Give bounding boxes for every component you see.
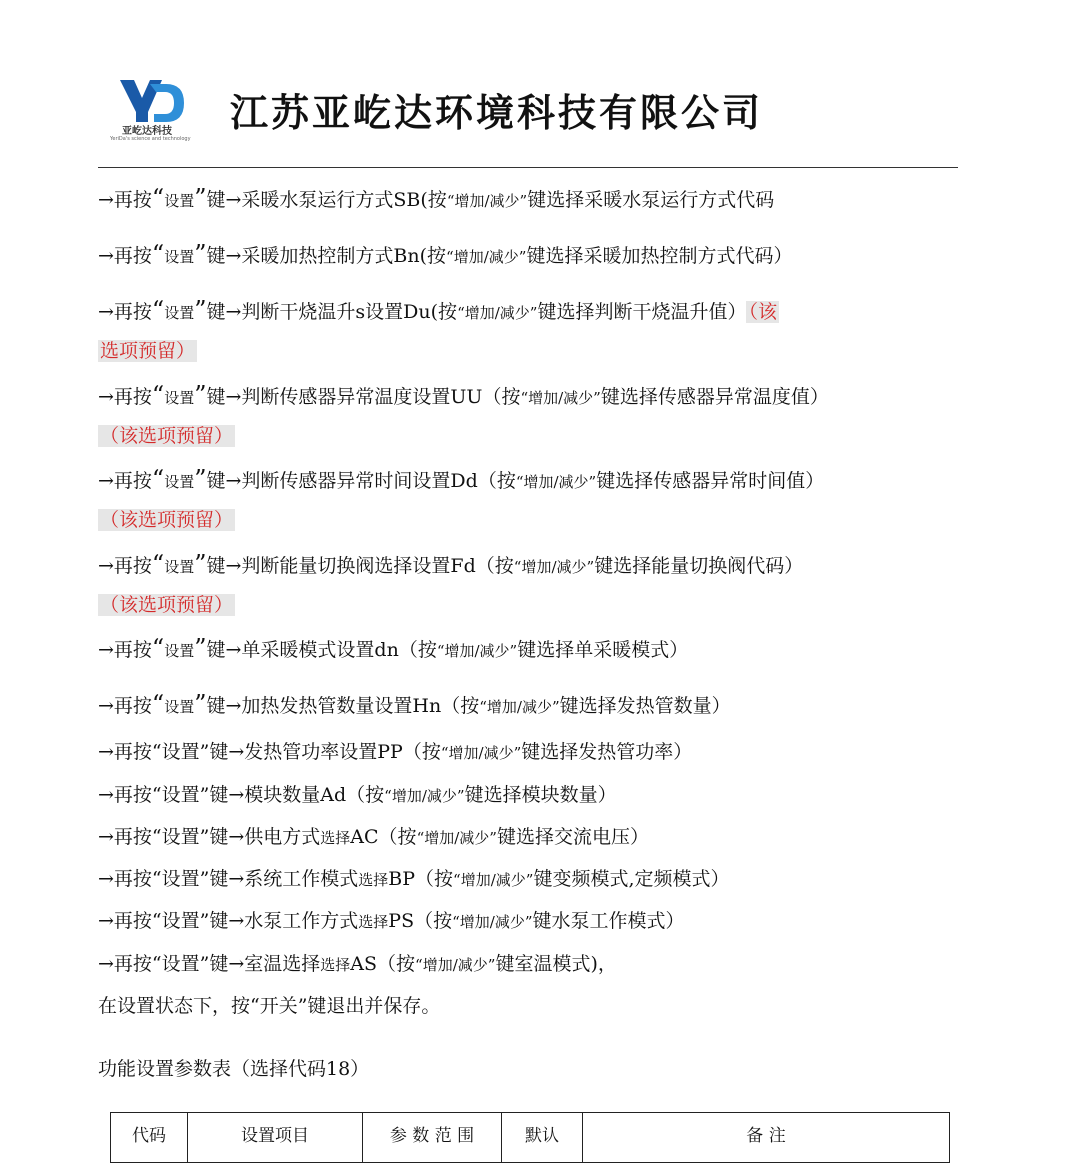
table-title: 功能设置参数表（选择代码18）	[98, 1058, 370, 1080]
instruction-line: →再按“设置”键→供电方式选择AC（按“增加/减少”键选择交流电压）	[98, 826, 649, 848]
reserved-note: （该选项预留）	[100, 509, 234, 531]
instruction-line: →再按“设置”键→单采暖模式设置dn（按“增加/减少”键选择单采暖模式）	[98, 634, 689, 662]
instruction-line: →再按“设置”键→判断传感器异常温度设置UU（按“增加/减少”键选择传感器异常温度值）	[98, 381, 829, 409]
header-divider	[98, 167, 958, 168]
instruction-line: →再按“设置”键→采暖加热控制方式Bn(按“增加/减少”键选择采暖加热控制方式代码）	[98, 240, 793, 268]
table-header-row	[111, 1113, 950, 1163]
instruction-line: →再按“设置”键→水泵工作方式选择PS（按“增加/减少”键水泵工作模式）	[98, 910, 685, 932]
instruction-line: →再按“设置”键→系统工作模式选择BP（按“增加/减少”键变频模式,定频模式）	[98, 868, 730, 890]
instruction-line: →再按“设置”键→判断干烧温升s设置Du(按“增加/减少”键选择判断干烧温升值） （该	[98, 296, 777, 324]
logo-text-en: YeriDa's science and technology	[110, 136, 191, 142]
letterhead	[0, 0, 1075, 170]
instruction-line: →再按“设置”键→判断传感器异常时间设置Dd（按“增加/减少”键选择传感器异常时间值）	[98, 465, 825, 493]
logo-text-cn: 亚屹达科技	[122, 126, 172, 137]
col-header-code: 代码	[111, 1113, 188, 1163]
instruction-line: →再按“设置”键→采暖水泵运行方式SB(按“增加/减少”键选择采暖水泵运行方式代码	[98, 184, 775, 212]
reserved-note: （该选项预留）	[100, 425, 234, 447]
reserved-note: （该选项预留）	[100, 594, 234, 616]
col-header-remark: 备 注	[583, 1113, 950, 1163]
instruction-line-cont	[98, 592, 235, 618]
instruction-line-cont	[98, 423, 235, 449]
reserved-note: 选项预留）	[100, 340, 196, 362]
col-header-item: 设置项目	[188, 1113, 363, 1163]
col-header-range: 参 数 范 围	[363, 1113, 502, 1163]
instruction-line: →再按“设置”键→模块数量Ad（按“增加/减少”键选择模块数量）	[98, 784, 617, 806]
instruction-line-cont	[98, 338, 197, 364]
instruction-line-cont	[98, 507, 235, 533]
reserved-note: （该	[748, 301, 777, 323]
instruction-line: →再按“设置”键→室温选择选择AS（按“增加/减少”键室温模式)，	[98, 953, 617, 975]
closing-line: 在设置状态下，按“开关”键退出并保存。	[98, 995, 441, 1017]
parameter-table	[110, 1112, 950, 1163]
instruction-line: →再按“设置”键→发热管功率设置PP（按“增加/减少”键选择发热管功率）	[98, 741, 693, 763]
instruction-line: →再按“设置”键→判断能量切换阀选择设置Fd（按“增加/减少”键选择能量切换阀代码）	[98, 550, 804, 578]
company-name: 江苏亚屹达环境科技有限公司	[230, 91, 764, 135]
col-header-default: 默认	[502, 1113, 583, 1163]
instruction-line: →再按“设置”键→加热发热管数量设置Hn（按“增加/减少”键选择发热管数量）	[98, 690, 731, 718]
